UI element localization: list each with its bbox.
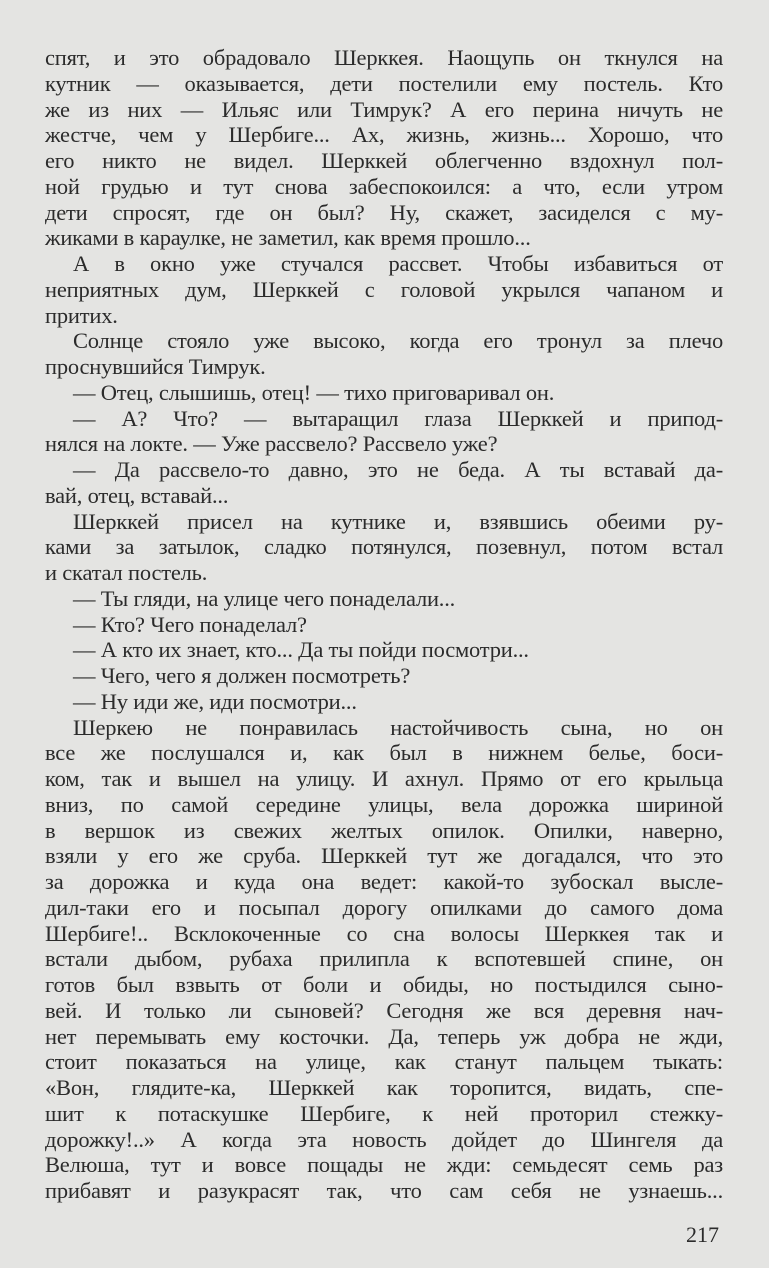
text-line: — Кто? Чего понаделал? (73, 611, 307, 637)
text-line: вниз, по самой середине улицы, вела дорожка шириной (45, 791, 723, 817)
text-line: ной грудью и тут снова забеспокоился: а что, если утром (45, 173, 723, 199)
text-line: и скатал постель. (45, 560, 208, 585)
text-line: в вершок из свежих желтых опилок. Опилки, наверно, (45, 817, 723, 843)
text-line: «Вон, глядите-ка, Шерккей как торопится, видать, спе- (45, 1075, 723, 1100)
text-line: Шеркею не понравилась настойчивость сына, но он (73, 714, 723, 740)
text-line: нялся на локте. — Уже рассвело? Рассвело уже? (45, 431, 498, 457)
text-line: — А? Что? — вытаращил глаза Шерккей и припод- (73, 405, 723, 431)
text-line: кутник — оказывается, дети постелили ему постель. Кто (45, 70, 723, 96)
book-page-text (45, 45, 723, 1204)
text-line: стоит показаться на улице, как станут пальцем тыкать: (45, 1049, 723, 1075)
text-line: жиками в караулке, не заметил, как время прошло... (45, 225, 531, 251)
text-line: — Да рассвело-то давно, это не беда. А ты вставай да- (73, 457, 723, 482)
text-line: вай, отец, вставай... (45, 482, 229, 508)
text-line: взяли у его же сруба. Шерккей тут же догадался, что это (45, 843, 723, 869)
text-line: — Чего, чего я должен посмотреть? (73, 663, 411, 688)
text-line: за дорожка и куда она ведет: какой-то зубоскал высле- (45, 869, 723, 894)
text-line: — Ну иди же, иди посмотри... (73, 688, 357, 714)
text-line: дети спросят, где он был? Ну, скажет, засиделся с му- (45, 199, 723, 225)
text-line: вей. И только ли сыновей? Сегодня же вся деревня нач- (45, 997, 723, 1023)
text-line: А в окно уже стучался рассвет. Чтобы избавиться от (73, 251, 723, 276)
text-line: прибавят и разукрасят так, что сам себя не узнаешь... (45, 1178, 723, 1203)
text-line: готов был взвыть от боли и обиды, но постыдился сыно- (45, 972, 723, 997)
text-line: жестче, чем у Шербиге... Ах, жизнь, жизнь... Хорошо, что (45, 122, 723, 148)
text-line: — Ты гляди, на улице чего понаделали... (73, 585, 456, 611)
text-line: дорожку!..» А когда эта новость дойдет до Шингеля да (45, 1126, 723, 1152)
text-line: притих. (45, 302, 118, 328)
text-line: нет перемывать ему косточки. Да, теперь уж добра не жди, (45, 1023, 723, 1049)
text-line: — А кто их знает, кто... Да ты пойди посмотри... (73, 637, 529, 663)
text-line: спят, и это обрадовало Шерккея. Наощупь он ткнулся на (45, 45, 723, 70)
text-line: ком, так и вышел на улицу. И ахнул. Прямо от его крыльца (45, 766, 723, 791)
text-line: проснувшийся Тимрук. (45, 354, 266, 379)
text-line: встали дыбом, рубаха прилипла к вспотевшей спине, он (45, 946, 723, 972)
text-line: Шербиге!.. Всклокоченные со сна волосы Шерккея так и (45, 920, 723, 946)
text-line: шит к потаскушке Шербиге, к ней проторил стежку- (45, 1100, 723, 1126)
text-line: ками за затылок, сладко потянулся, позевнул, потом встал (45, 534, 723, 560)
text-line: его никто не видел. Шерккей облегченно вздохнул пол- (45, 148, 723, 173)
text-line: Шерккей присел на кутнике и, взявшись обеими ру- (73, 508, 723, 534)
text-line: — Отец, слышишь, отец! — тихо приговаривал он. (73, 379, 555, 405)
text-line: Солнце стояло уже высоко, когда его тронул за плечо (73, 328, 723, 354)
text-line: же из них — Ильяс или Тимрук? А его перина ничуть не (45, 96, 723, 122)
text-line: Велюша, тут и вовсе пощады не жди: семьдесят семь раз (45, 1152, 723, 1178)
page-number: 217 (686, 1222, 719, 1247)
text-line: дил-таки его и посыпал дорогу опилками до самого дома (45, 894, 723, 920)
text-line: неприятных дум, Шерккей с головой укрылся чапаном и (45, 276, 723, 302)
text-line: все же послушался и, как был в нижнем белье, боси- (45, 740, 723, 766)
